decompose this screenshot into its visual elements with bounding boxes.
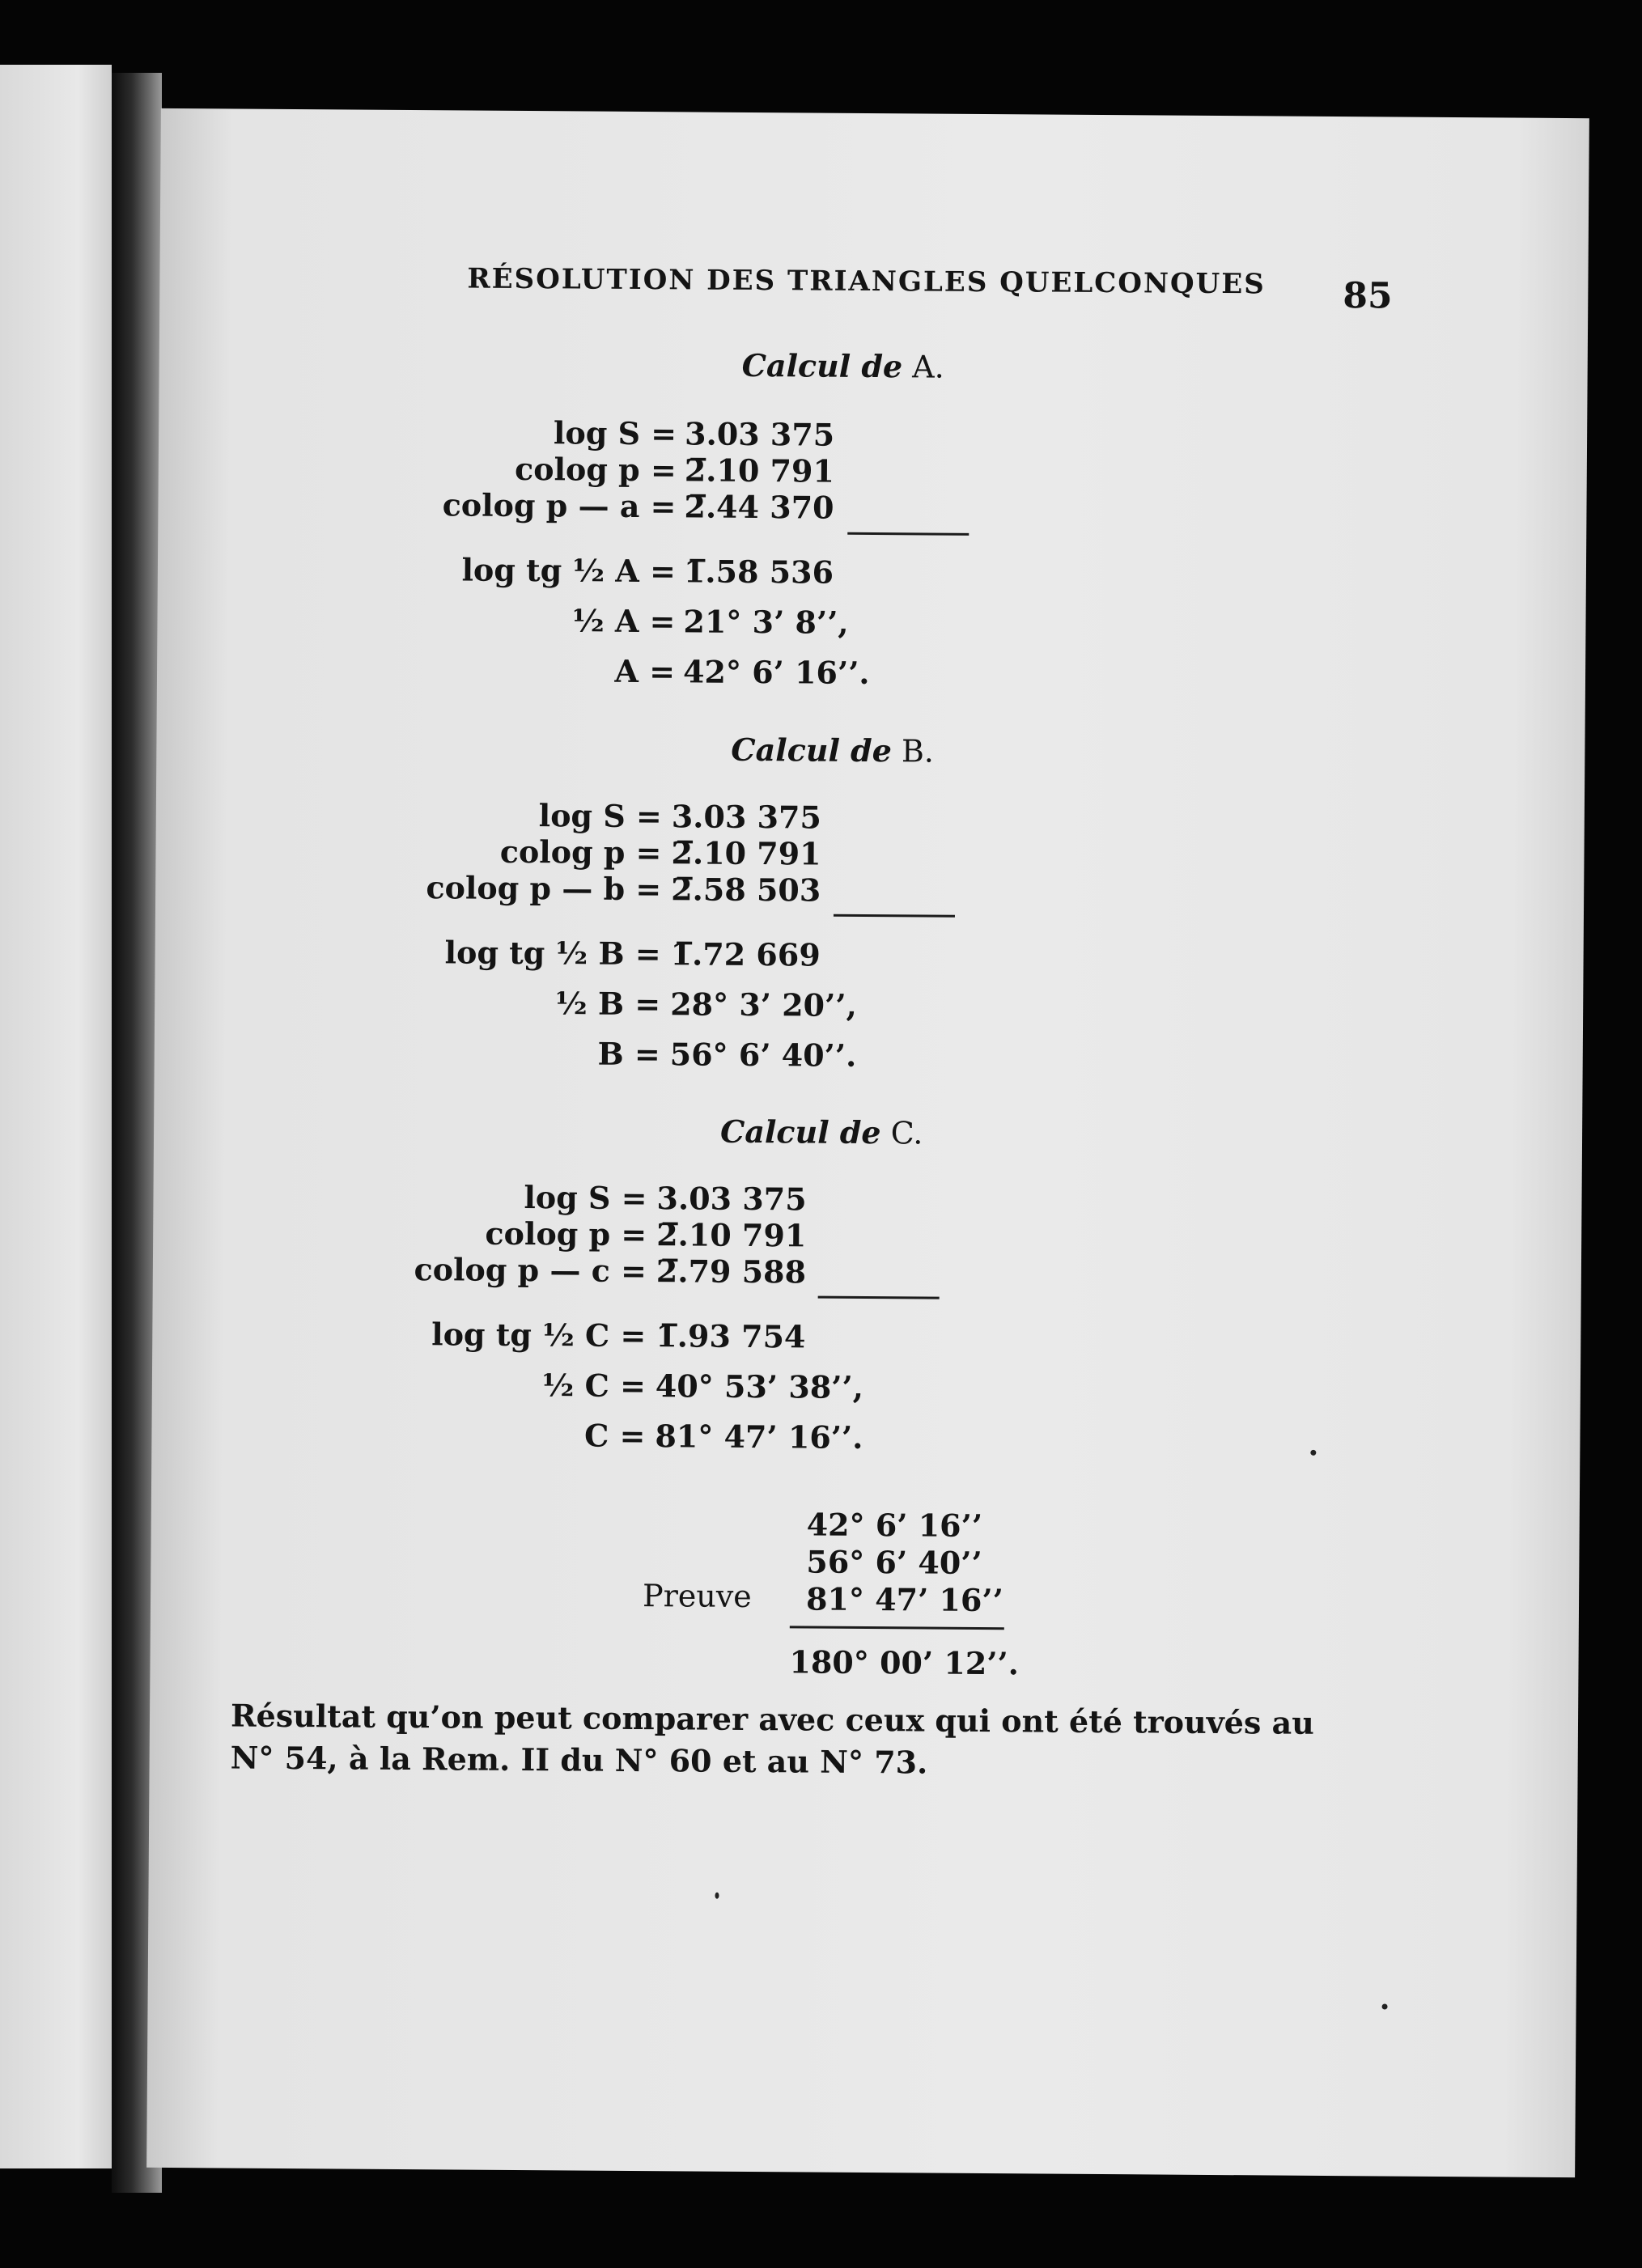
calc-a-res3-rhs: 42° 6’ 16’’. — [682, 653, 870, 692]
left-page-edge — [0, 65, 112, 2168]
calc-b-results — [155, 932, 1564, 1074]
calc-a-res2-rhs: 21° 3’ 8’’, — [683, 603, 849, 641]
calc-b-row1-lhs: log S = — [538, 797, 662, 835]
calc-a-res3-lhs: A = — [614, 652, 676, 690]
section-title-a-italic: Calcul de — [741, 346, 903, 385]
proof-label: Preuve — [642, 1578, 752, 1615]
proof-total: 180° 00’ 12’’. — [789, 1643, 1020, 1682]
calc-a-row3-lhs: colog p — a = — [442, 486, 677, 525]
calc-a-res1-rhs: 1̅.58 536 — [683, 553, 834, 591]
calc-c-res1-lhs: log tg ½ C = — [431, 1316, 647, 1354]
calc-c-res3-lhs: C = — [583, 1417, 646, 1455]
calc-c-block — [154, 1176, 1562, 1291]
calc-b-row3-rhs: 2̅.58 503 — [671, 871, 821, 909]
calc-c-row3-lhs: colog p — c = — [414, 1251, 647, 1290]
proof-line-1: 42° 6’ 16’’ — [806, 1506, 983, 1544]
scan-speck — [1310, 1450, 1316, 1456]
calc-a-block — [159, 412, 1567, 526]
calc-b-rule — [834, 914, 955, 918]
section-title-c — [720, 1113, 923, 1151]
calc-b-block — [156, 795, 1564, 909]
scan-speck — [715, 1893, 719, 1899]
calc-b-row2-rhs: 2̅.10 791 — [671, 834, 821, 872]
calc-c-row3-rhs: 2̅.79 588 — [656, 1253, 807, 1291]
calc-a-row1-lhs: log S = — [553, 414, 677, 452]
calc-a-rule — [847, 532, 969, 536]
calc-c-row2-lhs: colog p = — [485, 1215, 647, 1253]
calc-c-rule — [818, 1296, 940, 1299]
calc-b-row3-lhs: colog p — b = — [426, 869, 662, 908]
calc-a-res2-lhs: ½ A = — [571, 602, 676, 640]
calc-c-results — [153, 1314, 1561, 1456]
running-header: RÉSOLUTION DES TRIANGLES QUELCONQUES — [467, 262, 1266, 301]
calc-c-res1-rhs: 1̅.93 754 — [656, 1317, 806, 1355]
section-title-c-italic: Calcul de — [719, 1113, 881, 1151]
section-title-b-italic: Calcul de — [731, 731, 893, 769]
section-title-a — [742, 347, 944, 385]
section-title-c-letter: C. — [890, 1115, 923, 1151]
calc-a-row2-rhs: 2̅.10 791 — [684, 451, 835, 490]
proof-rule — [790, 1626, 1004, 1630]
calc-b-row1-rhs: 3.03 375 — [671, 798, 822, 836]
calc-c-row1-lhs: log S = — [524, 1179, 647, 1217]
scan-speck — [1382, 2003, 1388, 2009]
proof-line-2: 56° 6’ 40’’ — [806, 1543, 982, 1581]
section-title-a-letter: A. — [912, 349, 944, 385]
page-content — [146, 108, 1589, 2177]
calc-c-res2-rhs: 40° 53’ 38’’, — [655, 1367, 864, 1405]
calc-b-res3-rhs: 56° 6’ 40’’. — [669, 1036, 857, 1074]
calc-b-res3-lhs: B = — [597, 1035, 660, 1073]
calc-b-row2-lhs: colog p = — [499, 833, 662, 871]
section-title-b — [731, 731, 934, 769]
calc-c-row1-rhs: 3.03 375 — [656, 1180, 807, 1218]
calc-b-res2-rhs: 28° 3’ 20’’, — [670, 986, 857, 1024]
book-page — [146, 108, 1589, 2177]
calc-c-res3-rhs: 81° 47’ 16’’. — [655, 1418, 863, 1456]
result-paragraph: Résultat qu’on peut comparer avec ceux qui ont été trouvés au N° 54, à la Rem. II du N° 60 et au N° 73. — [230, 1697, 1314, 1781]
calc-a-row2-lhs: colog p = — [514, 450, 677, 489]
proof-line-3: 81° 47’ 16’’ — [805, 1580, 1004, 1619]
page-number: 85 — [1343, 275, 1393, 317]
calc-a-results — [158, 549, 1566, 692]
calc-a-row1-rhs: 3.03 375 — [684, 415, 835, 453]
calc-b-res1-rhs: 1̅.72 669 — [670, 935, 821, 973]
section-title-b-letter: B. — [901, 733, 935, 769]
calc-c-res2-lhs: ½ C = — [541, 1367, 647, 1405]
calc-a-res1-lhs: log tg ½ A = — [461, 551, 677, 590]
calc-a-row3-rhs: 2̅.44 370 — [684, 488, 834, 526]
calc-c-row2-rhs: 2̅.10 791 — [656, 1216, 807, 1254]
calc-b-res1-lhs: log tg ½ B = — [444, 934, 661, 973]
calc-b-res2-lhs: ½ B = — [554, 985, 661, 1023]
